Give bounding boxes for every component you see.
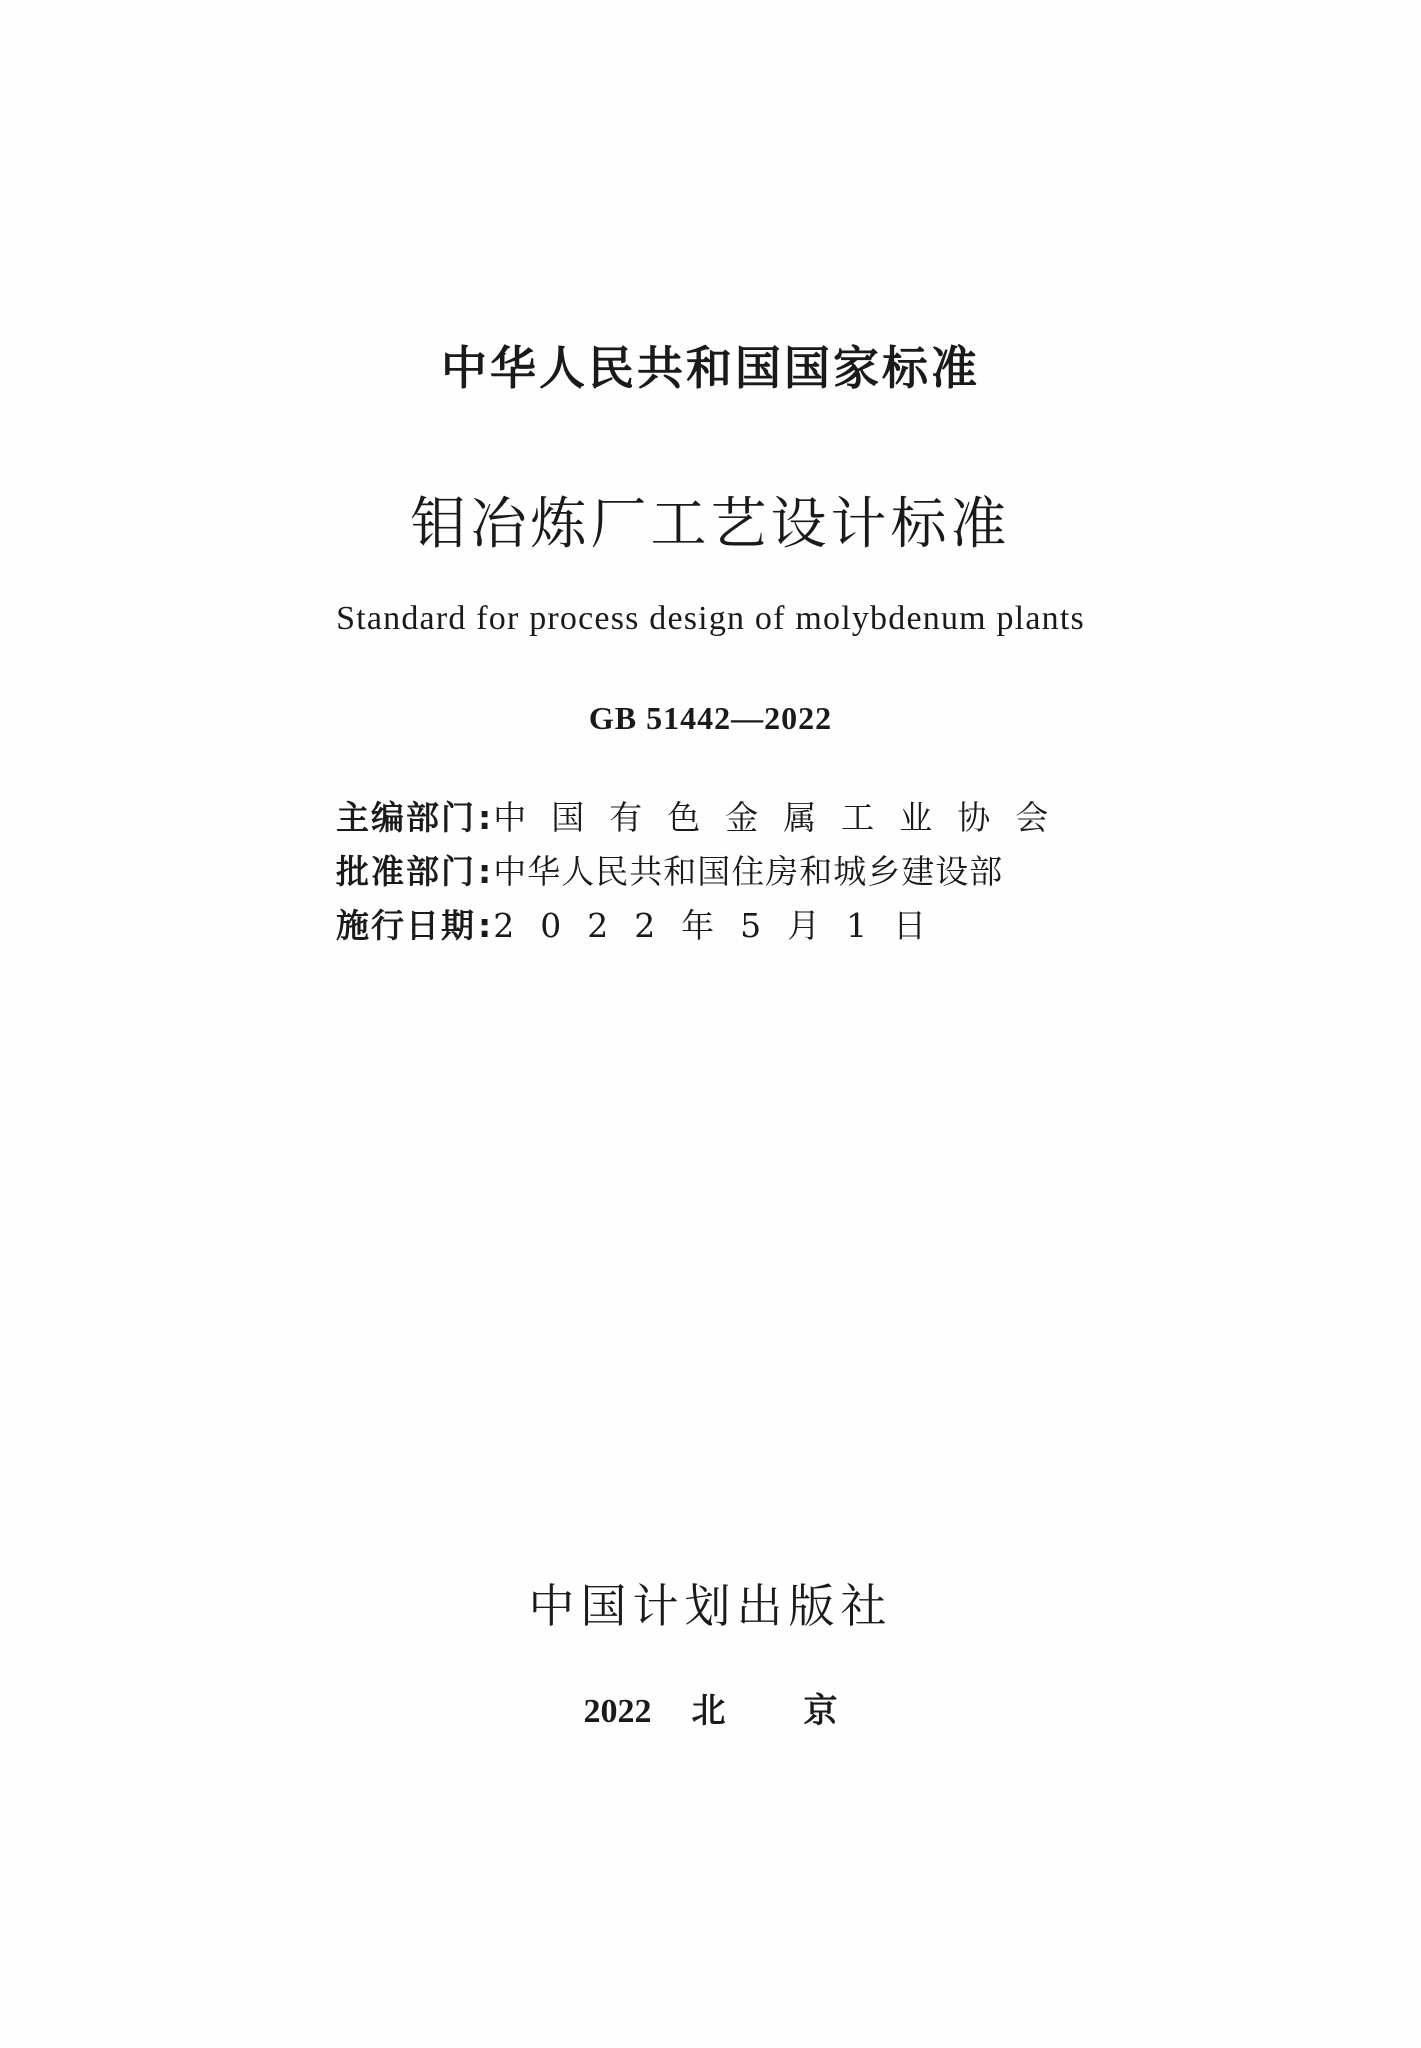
approving-department: 中华人民共和国住房和城乡建设部 [493, 852, 1004, 891]
info-row-effective-date [336, 900, 1096, 954]
standard-code: GB 51442—2022 [588, 700, 833, 736]
info-colon: : [478, 798, 492, 837]
issuer-title: 中华人民共和国国家标准 [441, 341, 980, 395]
editor-department: 中国有色金属工业协会 [493, 798, 1074, 837]
document-title-chinese: 钼冶炼厂工艺设计标准 [410, 492, 1011, 557]
info-row-editor [336, 792, 1096, 846]
info-colon: : [478, 906, 492, 945]
publication-city: 北京 [691, 1691, 916, 1731]
publisher-name: 中国计划出版社 [528, 1579, 893, 1633]
info-label: 批准部门 [336, 852, 476, 891]
info-label: 主编部门 [336, 798, 476, 837]
publication-year: 2022 [583, 1693, 652, 1730]
document-title-english: Standard for process design of molybdenum plants [336, 600, 1085, 637]
info-label: 施行日期 [336, 906, 476, 945]
info-row-approver [336, 846, 1096, 900]
effective-date: 2022年5月1日 [493, 906, 953, 945]
info-colon: : [478, 852, 492, 891]
publication-line [0, 1683, 1421, 1732]
standard-info-block [336, 792, 1096, 954]
